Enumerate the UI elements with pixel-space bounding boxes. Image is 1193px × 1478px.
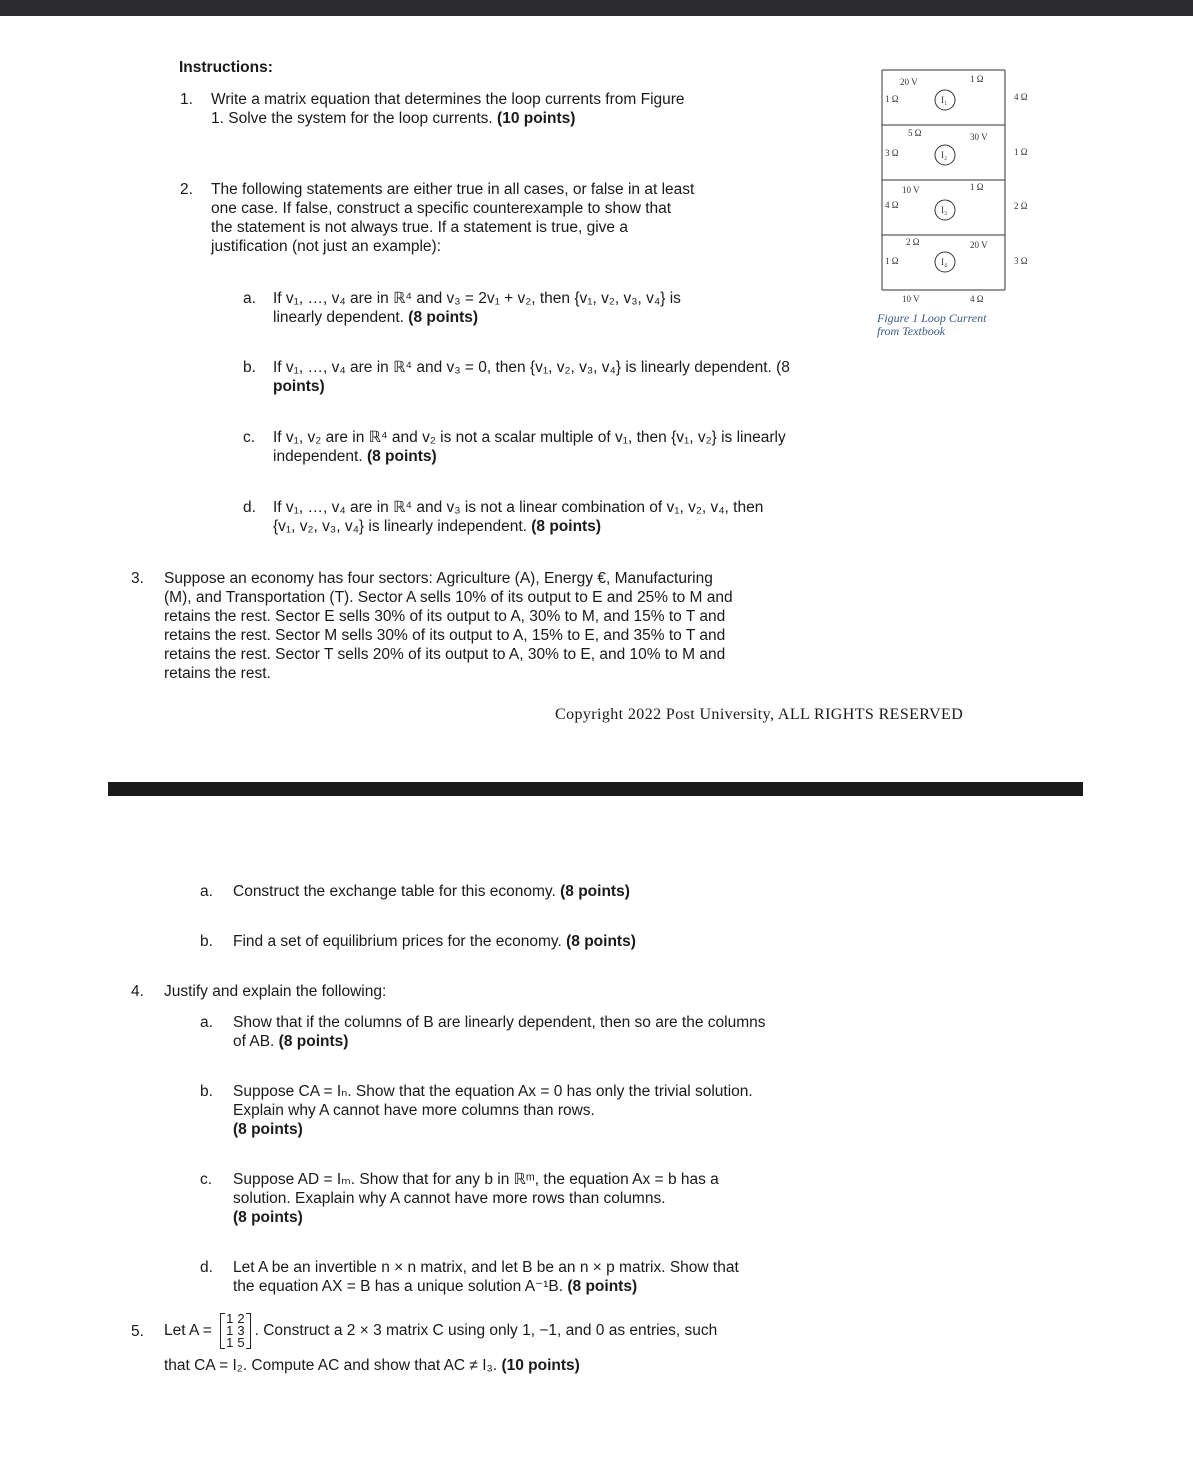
- q4c-points: (8 points): [233, 1209, 303, 1226]
- q2a-line2: linearly dependent. (8 points): [273, 309, 479, 326]
- svg-text:4 Ω: 4 Ω: [885, 200, 899, 210]
- q2-line3: the statement is not always true. If a statement is true, give a: [211, 219, 628, 236]
- q4c-line1: Suppose AD = Iₘ. Show that for any b in ℝᵐ, the equation Ax = b has a: [233, 1171, 719, 1188]
- svg-text:1 Ω: 1 Ω: [885, 256, 899, 266]
- q2c-label: c.: [243, 429, 256, 446]
- loop-current-circuit-figure: [870, 60, 1070, 310]
- q3-line3: retains the rest. Sector E sells 30% of its output to A, 30% to M, and 15% to T and: [164, 608, 726, 625]
- q5-line2: that CA = I₂. Compute AC and show that AC ≠ I₃. (10 points): [164, 1357, 580, 1374]
- q3-line5: retains the rest. Sector T sells 20% of its output to A, 30% to E, and 10% to M and: [164, 646, 726, 663]
- svg-text:10 V: 10 V: [902, 294, 920, 304]
- svg-text:20 V: 20 V: [900, 77, 918, 87]
- instructions-heading: Instructions:: [179, 59, 273, 76]
- q1-line2: 1. Solve the system for the loop currents. (10 points): [211, 110, 576, 127]
- q1-number: 1.: [180, 91, 193, 108]
- svg-text:3 Ω: 3 Ω: [885, 148, 899, 158]
- q3a-label: a.: [200, 883, 213, 900]
- q4a-line1: Show that if the columns of B are linearly dependent, then so are the columns: [233, 1014, 766, 1031]
- svg-text:10 V: 10 V: [902, 185, 920, 195]
- q2a-label: a.: [243, 290, 256, 307]
- q3a-text: Construct the exchange table for this economy. (8 points): [233, 883, 630, 900]
- copyright-notice: Copyright 2022 Post University, ALL RIGHTS RESERVED: [555, 706, 964, 723]
- q3b-text: Find a set of equilibrium prices for the economy. (8 points): [233, 933, 636, 950]
- q2b-label: b.: [243, 359, 256, 376]
- q4-intro: Justify and explain the following:: [164, 983, 387, 1000]
- svg-text:4 Ω: 4 Ω: [1014, 92, 1028, 102]
- page-divider: [108, 782, 1083, 796]
- svg-text:1 Ω: 1 Ω: [970, 182, 984, 192]
- q2b-line2: points): [273, 378, 325, 395]
- q4d-line1: Let A be an invertible n × n matrix, and let B be an n × p matrix. Show that: [233, 1259, 739, 1276]
- q3-line4: retains the rest. Sector M sells 30% of its output to A, 15% to E, and 35% to T and: [164, 627, 726, 644]
- q4b-label: b.: [200, 1083, 213, 1100]
- q4b-line2: Explain why A cannot have more columns than rows.: [233, 1102, 595, 1119]
- svg-text:I₂: I₂: [941, 150, 948, 160]
- q3-number: 3.: [131, 570, 144, 587]
- q2d-line1: If v₁, …, v₄ are in ℝ⁴ and v₃ is not a linear combination of v₁, v₂, v₄, then: [273, 499, 764, 516]
- svg-text:I₄: I₄: [941, 257, 948, 267]
- q5-line1: Let A = 1 2 1 3 1 5 . Construct a 2 × 3 matrix C using only 1, −1, and 0 as entries, such: [164, 1310, 718, 1350]
- q5-number: 5.: [131, 1323, 144, 1340]
- svg-text:5 Ω: 5 Ω: [908, 128, 922, 138]
- svg-text:30 V: 30 V: [970, 132, 988, 142]
- q4a-label: a.: [200, 1014, 213, 1031]
- matrix-a: 1 2 1 3 1 5: [220, 1313, 250, 1349]
- q2-line1: The following statements are either true in all cases, or false in at least: [211, 181, 695, 198]
- q2c-line1: If v₁, v₂ are in ℝ⁴ and v₂ is not a scalar multiple of v₁, then {v₁, v₂} is linearly: [273, 429, 786, 446]
- svg-text:I₁: I₁: [941, 95, 948, 105]
- svg-text:3 Ω: 3 Ω: [1014, 256, 1028, 266]
- top-dark-bar: [0, 0, 1193, 16]
- svg-text:20 V: 20 V: [970, 240, 988, 250]
- q3-line6: retains the rest.: [164, 665, 271, 682]
- q4a-line2: of AB. (8 points): [233, 1033, 349, 1050]
- svg-text:1 Ω: 1 Ω: [885, 94, 899, 104]
- q4c-label: c.: [200, 1171, 213, 1188]
- figure-caption: Figure 1 Loop Current from Textbook: [877, 311, 987, 338]
- q2-number: 2.: [180, 181, 193, 198]
- q2a-line1: If v₁, …, v₄ are in ℝ⁴ and v₃ = 2v₁ + v₂, then {v₁, v₂, v₃, v₄} is: [273, 290, 681, 307]
- q2d-label: d.: [243, 499, 256, 516]
- q4b-points: (8 points): [233, 1121, 303, 1138]
- q3b-label: b.: [200, 933, 213, 950]
- q2-line4: justification (not just an example):: [211, 238, 442, 255]
- svg-text:1 Ω: 1 Ω: [1014, 147, 1028, 157]
- q4b-line1: Suppose CA = Iₙ. Show that the equation Ax = 0 has only the trivial solution.: [233, 1083, 753, 1100]
- q3-line2: (M), and Transportation (T). Sector A sells 10% of its output to E and 25% to M and: [164, 589, 733, 606]
- q2b-line1: If v₁, …, v₄ are in ℝ⁴ and v₃ = 0, then {v₁, v₂, v₃, v₄} is linearly dependent. (8: [273, 359, 790, 376]
- q2-line2: one case. If false, construct a specific counterexample to show that: [211, 200, 672, 217]
- svg-text:I₃: I₃: [941, 205, 948, 215]
- q4-number: 4.: [131, 983, 144, 1000]
- svg-text:2 Ω: 2 Ω: [1014, 201, 1028, 211]
- q4d-line2: the equation AX = B has a unique solution A⁻¹B. (8 points): [233, 1278, 638, 1295]
- q2d-line2: {v₁, v₂, v₃, v₄} is linearly independent. (8 points): [273, 518, 601, 535]
- q4c-line2: solution. Exaplain why A cannot have more rows than columns.: [233, 1190, 666, 1207]
- svg-text:4 Ω: 4 Ω: [970, 294, 984, 304]
- q1-line1: Write a matrix equation that determines the loop currents from Figure: [211, 91, 685, 108]
- svg-text:2 Ω: 2 Ω: [906, 237, 920, 247]
- q4d-label: d.: [200, 1259, 213, 1276]
- q2c-line2: independent. (8 points): [273, 448, 437, 465]
- q3-line1: Suppose an economy has four sectors: Agriculture (A), Energy €, Manufacturing: [164, 570, 713, 587]
- svg-text:1 Ω: 1 Ω: [970, 74, 984, 84]
